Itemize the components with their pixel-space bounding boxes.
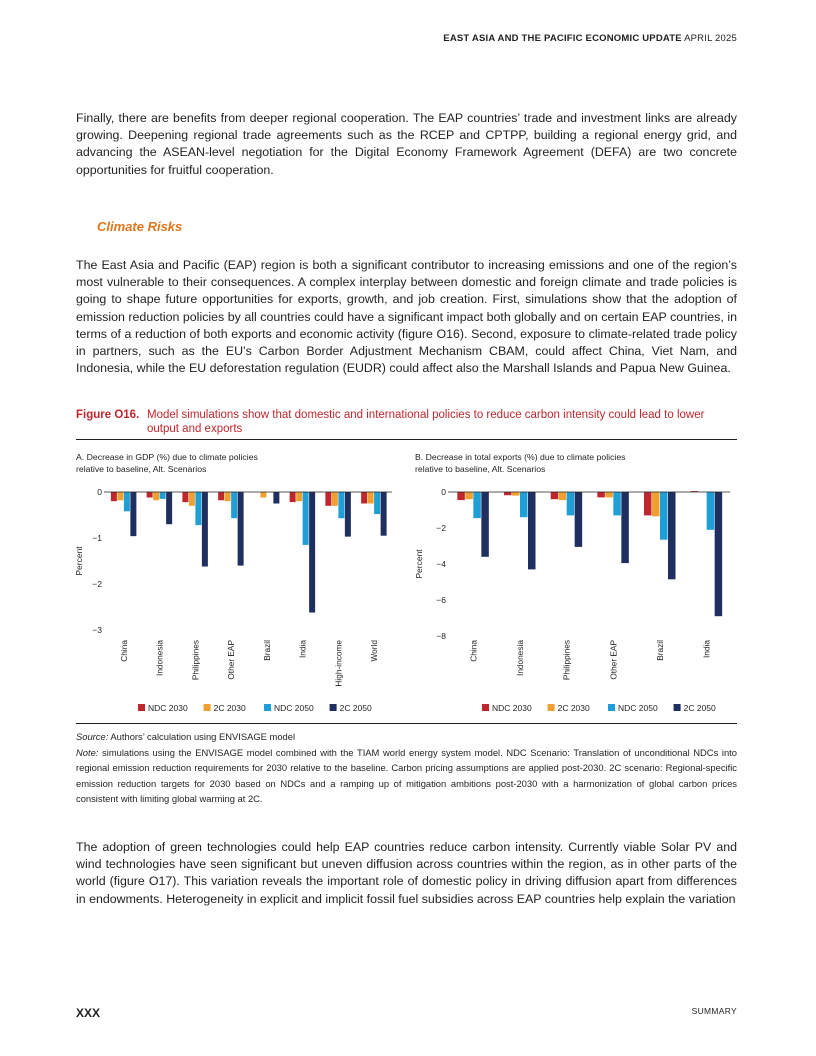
bar-ndc-2050-high-income: [338, 492, 344, 518]
bar-ndc-2030-philippines: [551, 492, 559, 499]
legend-swatch-ndc-2030: [138, 704, 145, 711]
figure-notes: [76, 729, 737, 807]
bar-2c-2050-philippines: [575, 492, 583, 547]
legend-swatch-2c-2030: [548, 704, 555, 711]
legend-swatch-ndc-2030: [482, 704, 489, 711]
bar-ndc-2030-china: [457, 492, 465, 500]
bar-ndc-2050-indonesia: [520, 492, 528, 517]
bar-ndc-2050-india: [303, 492, 309, 545]
note-label: Note:: [76, 746, 99, 758]
bar-2c-2030-china: [117, 492, 123, 500]
x-tick-label-world: World: [369, 640, 380, 662]
source-label: Source:: [76, 731, 109, 742]
panel-b-title-line2: relative to baseline, Alt. Scenarios: [415, 464, 546, 474]
x-tick-label-other-eap: Other EAP: [608, 640, 619, 680]
legend-label-ndc-2050: NDC 2050: [618, 703, 658, 713]
bar-ndc-2030-high-income: [325, 492, 331, 506]
running-header: [443, 33, 737, 44]
bar-2c-2050-world: [381, 492, 387, 536]
legend-label-ndc-2050: NDC 2050: [274, 703, 314, 713]
y-axis-label: Percent: [414, 549, 424, 579]
panel-b-title: [415, 451, 675, 475]
legend-swatch-2c-2050: [674, 704, 681, 711]
bar-2c-2050-other-eap: [621, 492, 629, 563]
bar-2c-2050-other-eap: [238, 492, 244, 566]
bar-ndc-2050-brazil: [660, 492, 668, 540]
bar-2c-2050-china: [130, 492, 136, 536]
bar-2c-2030-other-eap: [605, 492, 613, 497]
source-text: Authors’ calculation using ENVISAGE model: [110, 731, 296, 742]
x-tick-label-brazil: Brazil: [261, 640, 272, 661]
legend-label-ndc-2030: NDC 2030: [492, 703, 532, 713]
y-tick-label: 0: [441, 487, 446, 497]
y-tick-label: −2: [92, 579, 102, 589]
bar-2c-2050-brazil: [668, 492, 676, 579]
x-tick-label-india: India: [701, 640, 712, 658]
bar-ndc-2050-philippines: [567, 492, 575, 515]
legend-label-2c-2030: 2C 2030: [213, 703, 246, 713]
y-axis-label: Percent: [74, 546, 84, 576]
panel-a-title: [76, 451, 306, 475]
bar-ndc-2050-china: [124, 492, 130, 511]
legend-swatch-ndc-2050: [264, 704, 271, 711]
panel-a-title-line1: A. Decrease in GDP (%) due to climate policies: [76, 452, 258, 462]
x-tick-label-china: China: [468, 640, 479, 662]
bar-2c-2030-world: [368, 492, 374, 504]
bar-ndc-2050-indonesia: [160, 492, 166, 499]
figure-label: Figure O16.: [76, 409, 140, 421]
bar-2c-2030-brazil: [260, 492, 266, 498]
bar-2c-2030-china: [465, 492, 473, 499]
note-text: simulations using the ENVISAGE model combined with the TIAM world energy system model. NDC Scenario: Translation of unconditional NDCs into regional emission reduction requirements for 2030 relative to the baseline. Carbon pricing assumptions are applied post-2030. 2C scenario: Regional-specific emission reduction targets for 2030 based on NDCs and a ramping up of mitigation ambitions post-2030 with a harmonization of global carbon prices consistent with limiting global warming at 2C.: [76, 746, 737, 805]
x-tick-label-indonesia: Indonesia: [515, 640, 525, 676]
bar-2c-2030-brazil: [652, 492, 660, 516]
bar-2c-2030-india: [296, 492, 302, 501]
bar-ndc-2030-india: [290, 492, 296, 502]
publication-date: APRIL 2025: [684, 33, 737, 44]
bar-ndc-2050-other-eap: [231, 492, 237, 518]
bar-2c-2050-india: [715, 492, 723, 616]
y-tick-label: 0: [97, 487, 102, 497]
legend-swatch-ndc-2050: [608, 704, 615, 711]
panel-b-title-line1: B. Decrease in total exports (%) due to climate policies: [415, 452, 626, 462]
legend-label-2c-2050: 2C 2050: [683, 703, 716, 713]
figure-bottom-rule: [76, 723, 737, 724]
y-tick-label: −6: [436, 595, 446, 605]
x-tick-label-other-eap: Other EAP: [226, 640, 237, 680]
bar-2c-2050-india: [309, 492, 315, 613]
x-tick-label-china: China: [118, 640, 129, 662]
bar-ndc-2050-other-eap: [613, 492, 621, 515]
legend-swatch-2c-2030: [204, 704, 211, 711]
bar-ndc-2050-philippines: [195, 492, 201, 525]
bar-ndc-2030-indonesia: [504, 492, 512, 495]
chart-panel-a: [70, 480, 400, 720]
x-tick-label-india: India: [297, 640, 308, 658]
legend-label-ndc-2030: NDC 2030: [148, 703, 188, 713]
panel-a-title-line2: relative to baseline, Alt. Scenarios: [76, 464, 207, 474]
bar-2c-2050-philippines: [202, 492, 208, 567]
bar-ndc-2030-indonesia: [147, 492, 153, 498]
y-tick-label: −8: [436, 631, 446, 641]
bar-2c-2050-china: [481, 492, 489, 557]
bar-2c-2030-indonesia: [512, 492, 520, 496]
page-number: XXX: [76, 1006, 101, 1020]
paragraph-green-technologies: The adoption of green technologies could help EAP countries reduce carbon intensity. Currently viable Solar PV and wind technologies have seen significant but uneven diffusion across countries within the region, as in other parts of the world (figure O17). This variation reveals the important role of domestic policy in driving diffusion apart from differences in endowments. Heterogeneity in explicit and implicit fossil fuel subsidies across EAP countries help explain the variation: [76, 840, 737, 906]
legend-swatch-2c-2050: [330, 704, 337, 711]
publication-title: EAST ASIA AND THE PACIFIC ECONOMIC UPDATE: [443, 33, 682, 44]
bar-2c-2030-high-income: [332, 492, 338, 506]
y-tick-label: −4: [436, 559, 446, 569]
bar-ndc-2030-other-eap: [218, 492, 224, 500]
bar-2c-2030-indonesia: [153, 492, 159, 500]
x-tick-label-brazil: Brazil: [655, 640, 665, 661]
chart-panel-b: [410, 480, 740, 720]
bar-2c-2050-indonesia: [166, 492, 172, 524]
legend-label-2c-2030: 2C 2030: [557, 703, 590, 713]
bar-ndc-2030-brazil: [644, 492, 652, 515]
figure-top-rule: [76, 439, 737, 440]
bar-ndc-2030-philippines: [182, 492, 188, 502]
bar-2c-2050-high-income: [345, 492, 351, 537]
x-tick-label-high-income: High-income: [333, 640, 344, 687]
paragraph-climate-risks: The East Asia and Pacific (EAP) region is both a significant contributor to increasing emissions and one of the region’s most vulnerable to their consequences. A complex interplay between domestic and foreign climate and trade policies is going to shape future opportunities for exports, growth, and job creation. First, simulations show that the adoption of emission reduction policies by all countries could have a significant impact both globally and on certain EAP countries, in terms of a reduction of both exports and economic activity (figure O16). Second, exposure to climate-related trade policy in partners, such as the EU’s Carbon Border Adjustment Mechanism CBAM, could affect China, Viet Nam, and Indonesia, while the EU deforestation regulation (EUDR) could affect also the Marshall Islands and Papua New Guinea.: [76, 258, 737, 376]
figure-source: [76, 729, 737, 745]
bar-2c-2050-brazil: [273, 492, 279, 504]
section-heading-climate-risks: Climate Risks: [97, 219, 183, 234]
x-tick-label-indonesia: Indonesia: [154, 640, 165, 676]
paragraph-regional-cooperation: Finally, there are benefits from deeper regional cooperation. The EAP countries’ trade and investment links are already growing. Deepening regional trade agreements such as the RCEP and CPTPP, building a regional energy grid, and advancing the ASEAN-level negotiation for the Digital Economy Framework Agreement (DEFA) are two concrete opportunities for fruitful cooperation.: [76, 111, 737, 177]
figure-caption: Model simulations show that domestic and international policies to reduce carbon intensity could lead to lower output and exports: [147, 409, 705, 435]
bar-ndc-2030-china: [111, 492, 117, 501]
bar-2c-2050-indonesia: [528, 492, 536, 569]
bar-ndc-2050-india: [707, 492, 715, 530]
x-tick-label-philippines: Philippines: [190, 640, 201, 681]
bar-ndc-2030-other-eap: [597, 492, 605, 497]
bar-ndc-2050-china: [473, 492, 480, 518]
figure-title: [76, 408, 737, 436]
bar-2c-2030-philippines: [189, 492, 195, 506]
footer-section: SUMMARY: [691, 1006, 737, 1016]
legend-label-2c-2050: 2C 2050: [339, 703, 372, 713]
bar-ndc-2030-world: [361, 492, 367, 504]
y-tick-label: −2: [436, 523, 446, 533]
figure-note: [76, 745, 737, 807]
y-tick-label: −1: [92, 533, 102, 543]
bar-2c-2030-philippines: [559, 492, 567, 500]
bar-ndc-2050-world: [374, 492, 380, 514]
bar-2c-2030-other-eap: [225, 492, 231, 501]
y-tick-label: −3: [92, 625, 102, 635]
x-tick-label-philippines: Philippines: [561, 640, 572, 681]
